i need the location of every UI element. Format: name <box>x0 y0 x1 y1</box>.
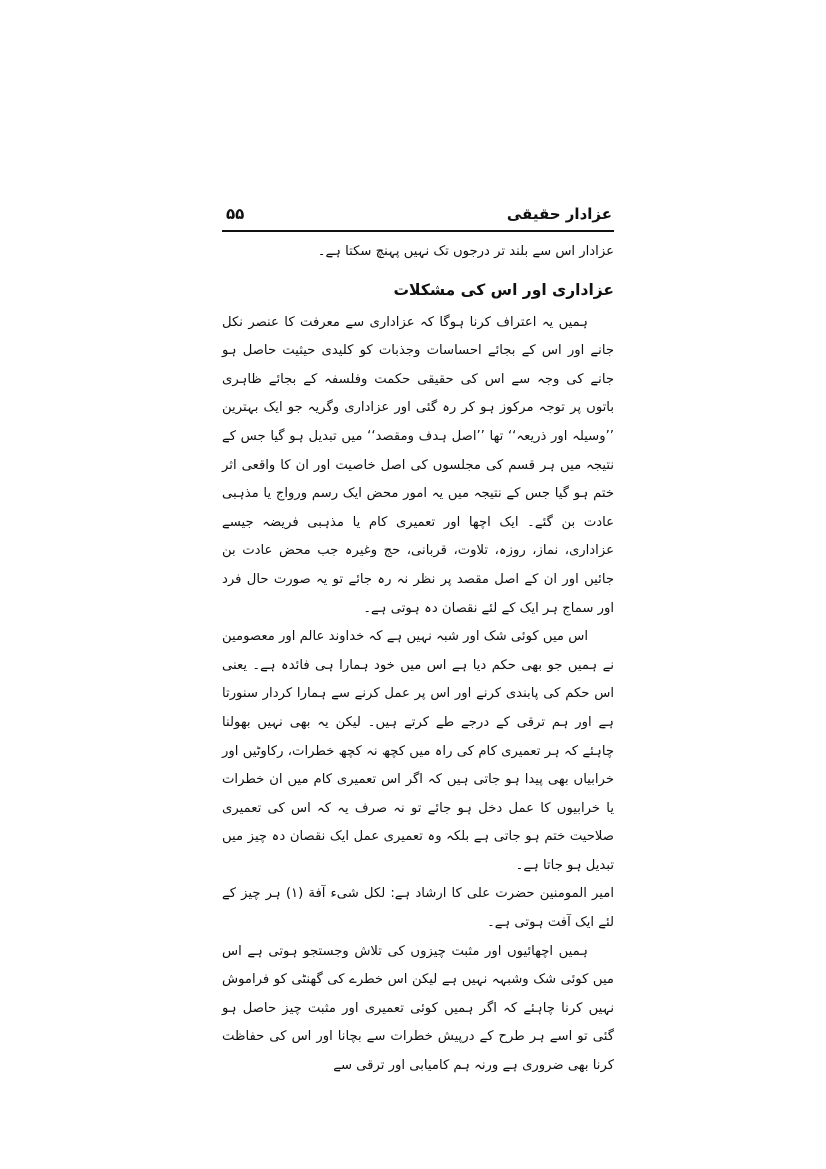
paragraph-4: ہمیں اچھائیوں اور مثبت چیزوں کی تلاش وجستجو ہوتی ہے اس میں کوئی شک وشبہہ نہیں ہے لیکن اس خطرے کی گھنٹی کو فراموش نہیں کرنا چاہئے کہ اگر ہمیں کوئی تعمیری اور مثبت چیز حاصل ہو گئی تو اسے ہر طرح کے درپیش خطرات سے بچانا اور اس کی حفاظت کرنا بھی ضروری ہے ورنہ ہم کامیابی اور ترقی سے <box>222 943 614 1074</box>
running-title: عزادار حقیقی <box>506 205 612 223</box>
header-rule <box>222 230 614 232</box>
paragraph-3-intro: امیر المومنین حضرت علی کا ارشاد ہے: <box>390 886 614 902</box>
page-number: ۵۵ <box>226 205 245 223</box>
opening-line: عزادار اس سے بلند تر درجوں تک نہیں پہنچ سکتا ہے۔ <box>317 244 614 259</box>
paragraph-3 <box>222 880 614 937</box>
paragraph-3-translation: ہر چیز کے لئے ایک آفت ہوتی ہے۔ <box>222 886 614 931</box>
page-header <box>222 204 612 228</box>
arabic-quote: لکل شیء آفة <box>308 886 386 902</box>
paragraph-2: اس میں کوئی شک اور شبہ نہیں ہے کہ خداوند عالم اور معصومین نے ہمیں جو بھی حکم دیا ہے اس میں خود ہمارا ہی فائدہ ہے۔ یعنی اس حکم کی پابندی کرنے اور اس پر عمل کرنے سے ہمارا کردار سنورتا ہے اور ہم ترقی کے درجے طے کرتے ہیں۔ لیکن یہ بھی نہیں بھولنا چاہئے کہ ہر تعمیری کام کی راہ میں کچھ نہ کچھ خطرات، رکاوٹیں اور خرابیاں بھی پیدا ہو جاتی ہیں کہ اگر اس تعمیری کام میں ان خطرات یا خرابیوں کا عمل دخل ہو جائے تو نہ صرف یہ کہ اس کی تعمیری صلاحیت ختم ہو جاتی ہے بلکہ وہ تعمیری عمل ایک نقصان دہ چیز میں تبدیل ہو جاتا ہے۔ <box>222 629 614 873</box>
page-body <box>222 238 614 1081</box>
footnote-marker: (۱) <box>285 886 304 902</box>
section-heading: عزاداری اور اس کی مشکلات <box>393 280 614 299</box>
paragraph-1: ہمیں یہ اعتراف کرنا ہوگا کہ عزاداری سے معرفت کا عنصر نکل جانے اور اس کے بجائے احساسات وجذبات کو کلیدی حیثیت حاصل ہو جانے کی وجہ سے اس کی حقیقی حکمت وفلسفہ کے بجائے ظاہری باتوں پر توجہ مرکوز ہو کر رہ گئی اور عزاداری وگریہ جو ایک بہترین ’’وسیلہ اور ذریعہ‘‘ تھا ’’اصل ہدف ومقصد‘‘ میں تبدیل ہو گیا جس کے نتیجہ میں ہر قسم کی مجلسوں کی اصل خاصیت اور ان کا واقعی اثر ختم ہو گیا جس کے نتیجہ میں یہ امور محض ایک رسم ورواج یا مذہبی عادت بن گئے۔ ایک اچھا اور تعمیری کام یا مذہبی فریضہ جیسے عزاداری، نماز، روزہ، تلاوت، قربانی، حج وغیرہ جب محض عادت بن جائیں اور ان کے اصل مقصد پر نظر نہ رہ جائے تو یہ صورت حال فرد اور سماج ہر ایک کے لئے نقصان دہ ہوتی ہے۔ <box>222 314 614 616</box>
